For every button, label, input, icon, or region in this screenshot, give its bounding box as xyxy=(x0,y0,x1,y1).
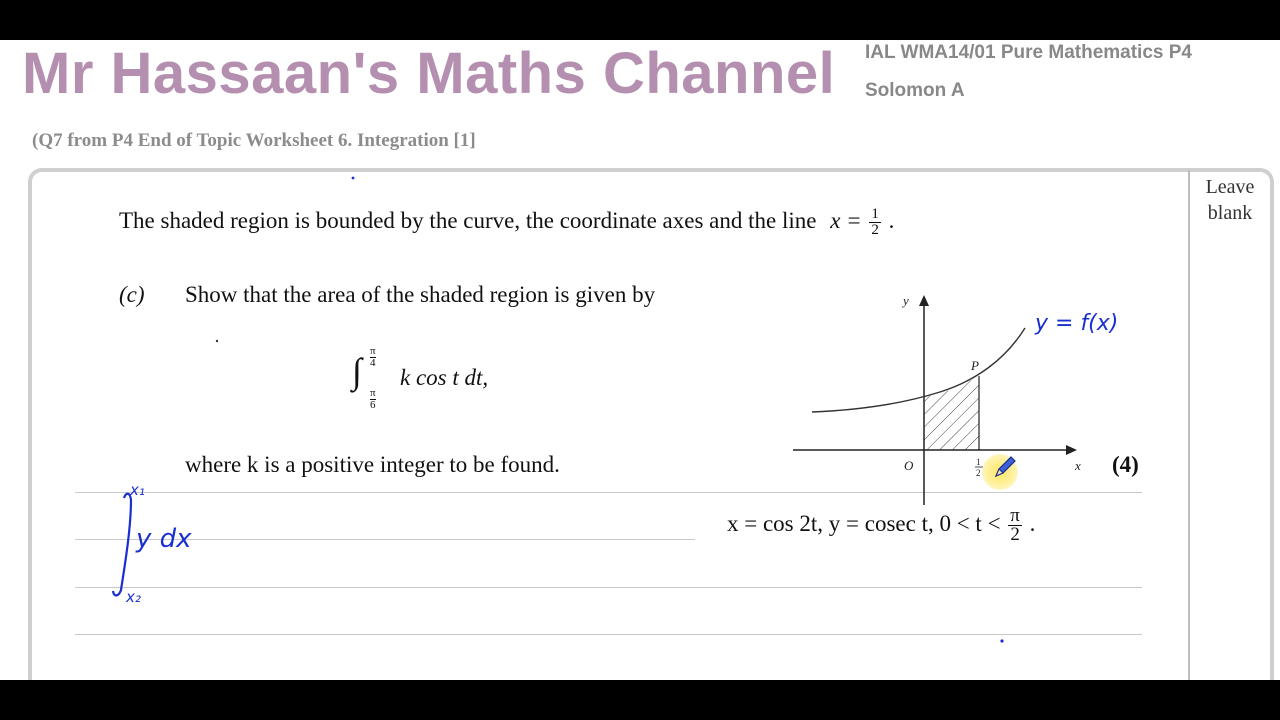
param-fraction: $\frac{\pi}{2}$ xyxy=(1010,505,1020,545)
intro-lhs: x = xyxy=(830,207,862,233)
origin-label: O xyxy=(904,458,914,473)
integral-lower-limit: π 6 xyxy=(370,387,376,411)
integral-upper-limit: π 4 xyxy=(370,345,376,369)
x-axis-arrow xyxy=(1066,445,1077,455)
question-reference: (Q7 from P4 End of Topic Worksheet 6. Integration [1] xyxy=(32,130,476,151)
leave-blank-line2: blank xyxy=(1207,202,1253,224)
intro-text: The shaded region is bounded by the curve, the coordinate axes and the line xyxy=(119,207,817,233)
handwritten-curve-label: y = f(x) xyxy=(1035,311,1119,336)
handwritten-integral-sign xyxy=(113,494,131,596)
paper-name: Solomon A xyxy=(865,80,965,101)
marks: (4) xyxy=(1112,452,1139,477)
handwritten-lower-limit: x₂ xyxy=(126,588,141,606)
integral-sign: ∫ xyxy=(352,351,362,391)
intro-frac-num: 1 xyxy=(871,206,879,222)
part-text: Show that the area of the shaded region is given by xyxy=(185,282,656,307)
handwritten-upper-limit: x₁ xyxy=(130,481,145,499)
param-end: . xyxy=(1029,510,1036,536)
ink-dot xyxy=(352,177,355,180)
part-label: (c) xyxy=(119,282,145,307)
x-tick-num: 1 xyxy=(976,457,981,467)
where-text: where k is a positive integer to be found. xyxy=(185,452,560,477)
intro-frac-den: 2 xyxy=(871,222,879,238)
paper-code: IAL WMA14/01 Pure Mathematics P4 xyxy=(865,42,1192,63)
pen-cursor-icon xyxy=(992,454,1018,480)
ink-dot xyxy=(1000,639,1003,642)
intro-end: . xyxy=(888,207,895,233)
point-p-label: P xyxy=(971,358,979,373)
worksheet-page xyxy=(0,40,1280,680)
graph-svg xyxy=(0,40,1280,680)
handwritten-integrand: y dx xyxy=(136,524,192,554)
y-axis-label: y xyxy=(903,293,909,308)
curve-y-f-x xyxy=(812,328,1025,412)
x-axis-label: x xyxy=(1075,458,1081,473)
shaded-region xyxy=(924,376,979,450)
ink-dot xyxy=(216,340,218,342)
x-tick-den: 2 xyxy=(976,468,981,478)
y-axis-arrow xyxy=(919,295,929,306)
integrand: k cos t dt, xyxy=(400,365,489,390)
channel-title: Mr Hassaan's Maths Channel xyxy=(22,41,836,106)
leave-blank-line1: Leave xyxy=(1205,176,1255,198)
parametric-text: x = cos 2t, y = cosec t, 0 < t < xyxy=(727,510,1001,536)
